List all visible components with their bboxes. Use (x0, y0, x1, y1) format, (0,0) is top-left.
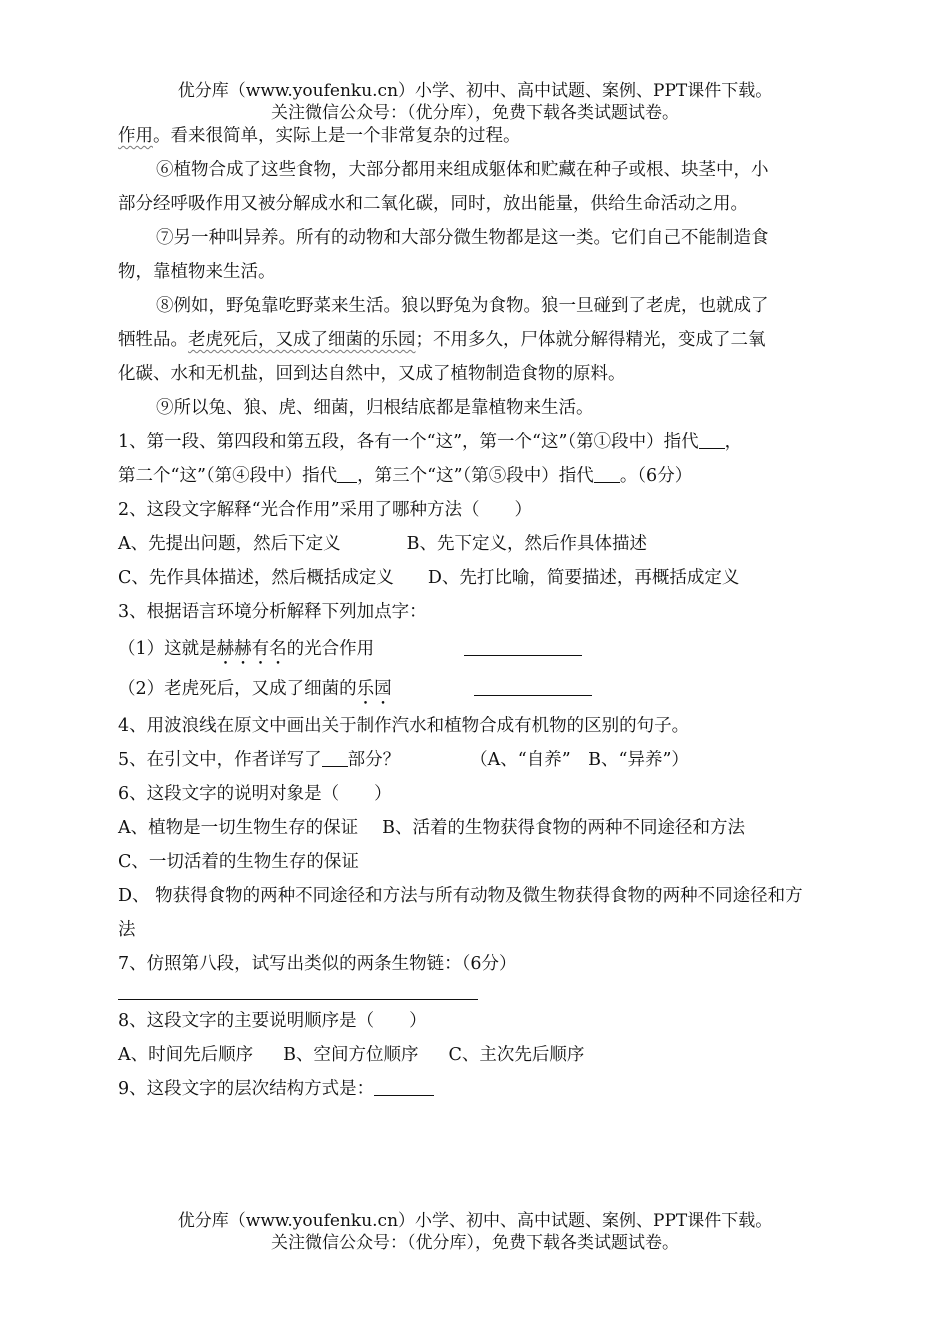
question-8-options: A、时间先后顺序 B、空间方位顺序 C、主次先后顺序 (118, 1045, 585, 1065)
passage-p9: ⑨所以兔、狼、虎、细菌，归根结底都是靠植物来生活。 (156, 398, 594, 418)
question-2-options-cd: C、先作具体描述，然后概括成定义 D、先打比喻，简要描述，再概括成定义 (118, 568, 740, 588)
dotted-emphasis-text: 乐园 (356, 679, 392, 699)
answer-blank[interactable] (374, 1077, 434, 1096)
answer-blank[interactable] (474, 677, 592, 696)
page-footer (0, 1210, 950, 1254)
wavy-underline-text: 老虎死后，又成了细菌的乐园 (188, 330, 416, 350)
question-8: 8、这段文字的主要说明顺序是（ ） (118, 1011, 427, 1031)
question-1-line1: 1、第一段、第四段和第五段，各有一个“这”，第一个“这”（第①段中）指代 ， (118, 432, 743, 452)
question-3-item-2: （2）老虎死后，又成了细菌的乐园 (118, 669, 838, 709)
question-7: 7、仿照第八段，试写出类似的两条生物链：（6分） (118, 954, 517, 974)
question-6-option-d-line2: 法 (118, 920, 136, 940)
answer-blank[interactable] (464, 637, 582, 656)
question-6: 6、这段文字的说明对象是（ ） (118, 784, 392, 804)
passage-p6-line2: 部分经呼吸作用又被分解成水和二氧化碳，同时，放出能量，供给生命活动之用。 (118, 194, 748, 214)
question-3-item-1: （1）这就是赫赫有名的光合作用 (118, 629, 838, 669)
passage-p5-continuation: 作用。看来很简单，实际上是一个非常复杂的过程。 (118, 126, 521, 146)
footer-line-2: 关注微信公众号：（优分库），免费下载各类试题试卷。 (271, 1233, 679, 1253)
question-4: 4、用波浪线在原文中画出关于制作汽水和植物合成有机物的区别的句子。 (118, 716, 690, 736)
passage-p8-line3: 化碳、水和无机盐，回到达自然中，又成了植物制造食物的原料。 (118, 364, 626, 384)
question-5: 5、在引文中，作者详写了 部分？ （A、“自养” B、“异养”） (118, 750, 689, 770)
question-6-options-ab: A、植物是一切生物生存的保证 B、活着的生物获得食物的两种不同途径和方法 (118, 818, 745, 838)
question-2: 2、这段文字解释“光合作用”采用了哪种方法（ ） (118, 500, 533, 520)
question-1-line2: 第二个“这”（第④段中）指代 ，第三个“这”（第⑤段中）指代 。（6分） (118, 466, 693, 486)
passage-p8-line1: ⑧例如，野兔靠吃野菜来生活。狼以野兔为食物。狼一旦碰到了老虎，也就成了 (156, 296, 769, 316)
question-3: 3、根据语言环境分析解释下列加点字： (118, 602, 427, 622)
passage-p8-line2: 牺牲品。老虎死后，又成了细菌的乐园；不用多久，尸体就分解得精光，变成了二氧 (118, 330, 766, 350)
question-2-options-ab: A、先提出问题，然后下定义 B、先下定义，然后作具体描述 (118, 534, 647, 554)
passage-p7-line2: 物，靠植物来生活。 (118, 262, 276, 282)
passage-p6-line1: ⑥植物合成了这些食物，大部分都用来组成躯体和贮藏在种子或根、块茎中，小 (156, 160, 769, 180)
answer-line[interactable] (118, 981, 478, 1000)
question-9: 9、这段文字的层次结构方式是： (118, 1072, 838, 1106)
answer-blank[interactable] (699, 430, 725, 449)
answer-blank[interactable] (337, 464, 357, 483)
wavy-underline-text: 作用 (118, 126, 153, 146)
question-6-option-c: C、一切活着的生物生存的保证 (118, 852, 359, 872)
dotted-emphasis-text: 赫赫有名 (216, 639, 287, 659)
header-line-2: 关注微信公众号：（优分库），免费下载各类试题试卷。 (271, 103, 679, 123)
document-body (118, 119, 838, 1106)
answer-blank[interactable] (322, 748, 348, 767)
page-header (0, 80, 950, 124)
question-6-option-d-line1: D、 物获得食物的两种不同途径和方法与所有动物及微生物获得食物的两种不同途径和方 (118, 886, 803, 906)
footer-line-1: 优分库（www.youfenku.cn）小学、初中、高中试题、案例、PPT课件下载。 (177, 1211, 773, 1231)
header-line-1: 优分库（www.youfenku.cn）小学、初中、高中试题、案例、PPT课件下载。 (177, 81, 773, 101)
answer-blank[interactable] (594, 464, 620, 483)
passage-p7-line1: ⑦另一种叫异养。所有的动物和大部分微生物都是这一类。它们自己不能制造食 (156, 228, 769, 248)
